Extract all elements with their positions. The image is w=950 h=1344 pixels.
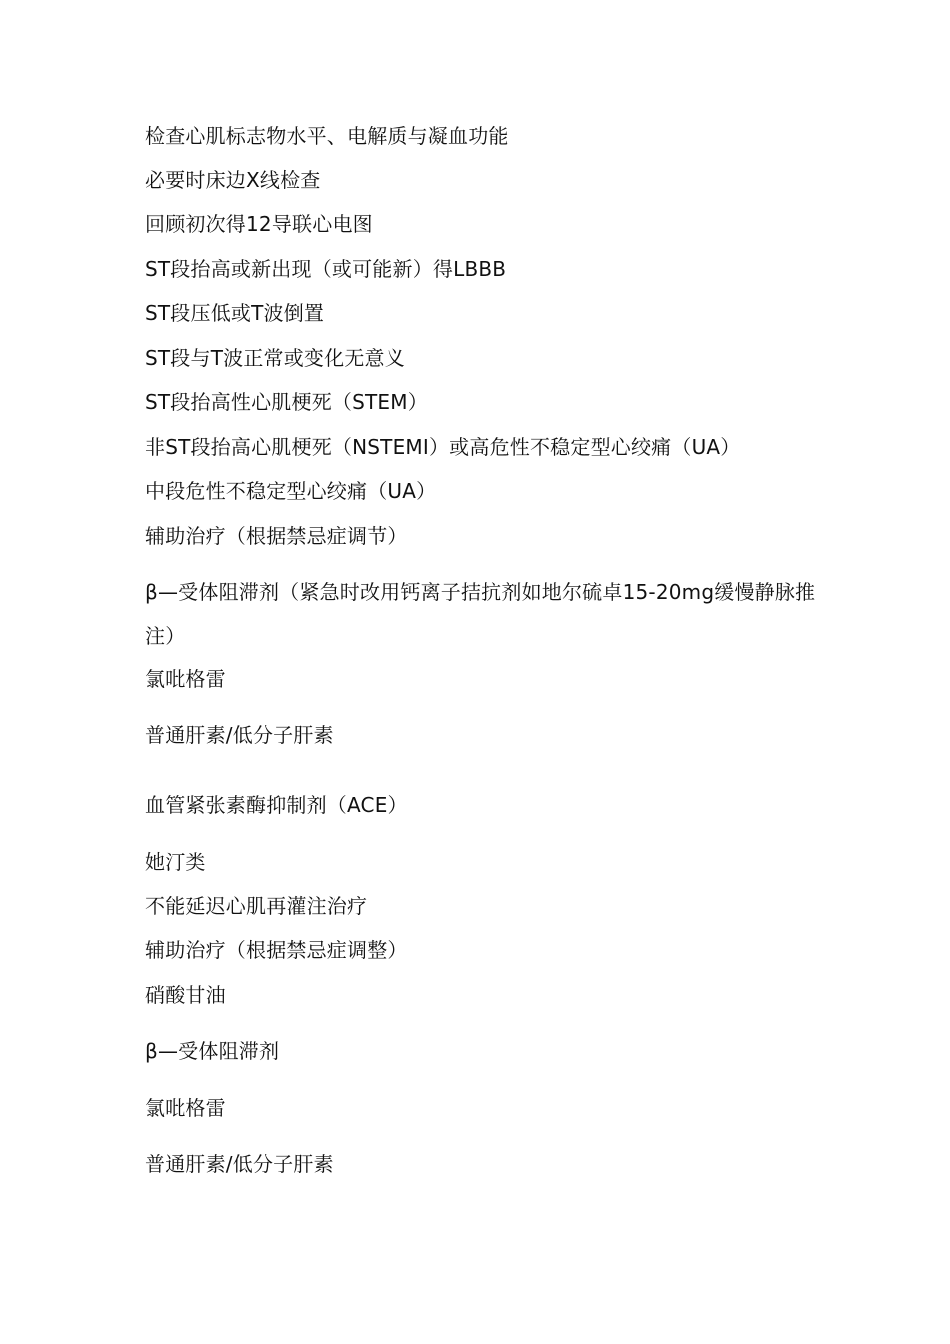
text-line: 氯吡格雷 (145, 667, 226, 691)
text-line: β—受体阻滞剂（紧急时改用钙离子拮抗剂如地尔硫卓15-20mg缓慢静脉推注） (145, 580, 816, 648)
text-line: 中段危性不稳定型心绞痛（UA） (145, 479, 437, 503)
text-line: 必要时床边X线检查 (145, 168, 321, 192)
text-line: 回顾初次得12导联心电图 (145, 212, 373, 236)
text-line: 氯吡格雷 (145, 1096, 226, 1120)
text-line: 非ST段抬高心肌梗死（NSTEMI）或高危性不稳定型心绞痛（UA） (145, 435, 741, 459)
text-line: 不能延迟心肌再灌注治疗 (145, 894, 368, 918)
text-line: ST段压低或T波倒置 (145, 301, 325, 325)
text-line: ST段与T波正常或变化无意义 (145, 346, 405, 370)
text-line: 检查心肌标志物水平、电解质与凝血功能 (145, 124, 509, 148)
text-line: 辅助治疗（根据禁忌症调节） (145, 524, 408, 548)
text-line: 血管紧张素酶抑制剂（ACE） (145, 793, 408, 817)
text-line: 普通肝素/低分子肝素 (145, 723, 334, 747)
text-line: 她汀类 (145, 850, 206, 874)
text-line: 普通肝素/低分子肝素 (145, 1152, 334, 1176)
text-line: ST段抬高或新出现（或可能新）得LBBB (145, 257, 507, 281)
text-line: β—受体阻滞剂 (145, 1039, 280, 1063)
text-line: ST段抬高性心肌梗死（STEM） (145, 390, 428, 414)
text-line: 辅助治疗（根据禁忌症调整） (145, 938, 408, 962)
text-line: 硝酸甘油 (145, 983, 226, 1007)
